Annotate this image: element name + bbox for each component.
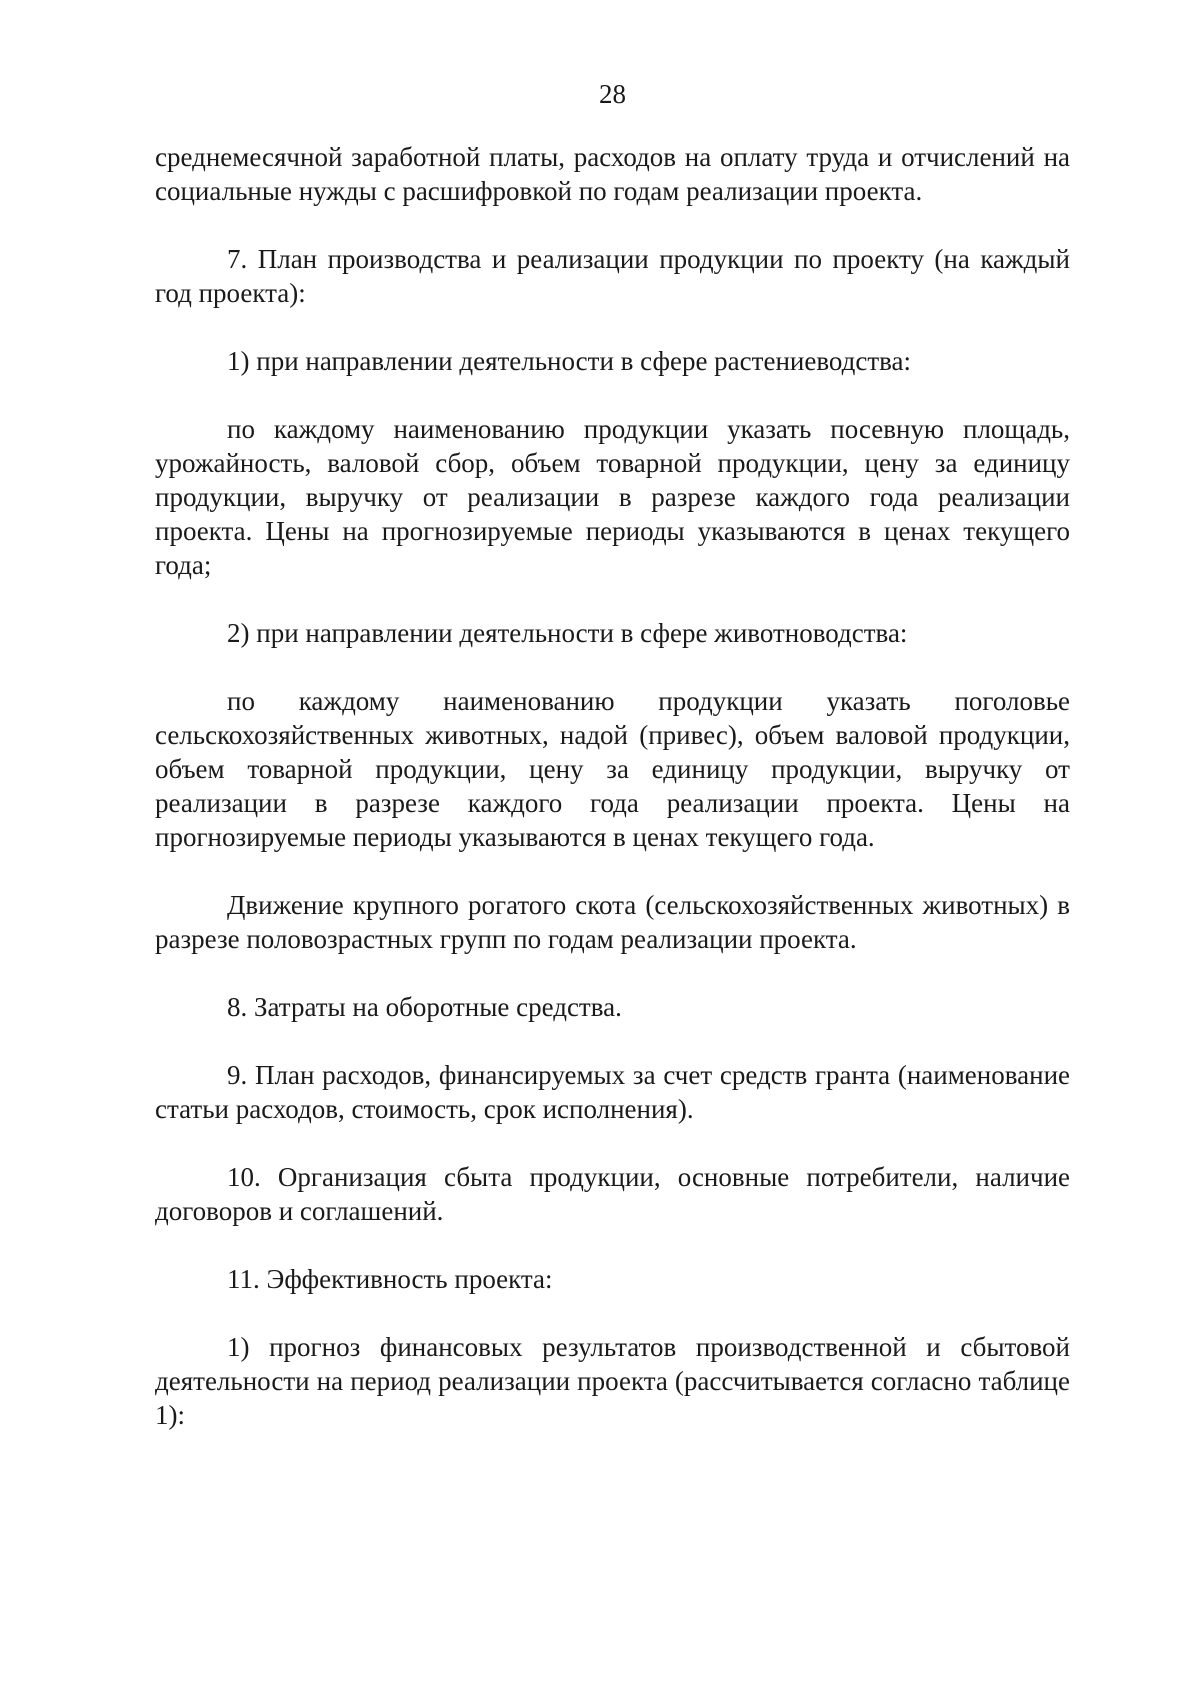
paragraph-project-efficiency: 11. Эффективность проекта: bbox=[227, 1264, 553, 1294]
paragraph-livestock-details: по каждому наименованию продукции указать поголовье сельскохозяйственных животных, надой (привес), объем валовой продукции, объем товарной продукции, цену за единицу продукции, выручку от реализации в разрезе каждого года реализации проекта. Цены на прогнозируемые периоды указываются в ценах текущего года. bbox=[155, 686, 1070, 852]
paragraph-working-capital: 8. Затраты на оборотные средства. bbox=[227, 992, 622, 1022]
paragraph-livestock-direction: 2) при направлении деятельности в сфере животноводства: bbox=[227, 618, 908, 648]
paragraph-cattle-movement: Движение крупного рогатого скота (сельскохозяйственных животных) в разрезе половозрастных групп по годам реализации проекта. bbox=[155, 890, 1070, 954]
document-body bbox=[155, 140, 1070, 1432]
paragraph-crop-direction: 1) при направлении деятельности в сфере растениеводства: bbox=[227, 346, 912, 376]
paragraph-crop-details: по каждому наименованию продукции указать посевную площадь, урожайность, валовой сбор, объем товарной продукции, цену за единицу продукции, выручку от реализации в разрезе каждого года реализации проекта. Цены на прогнозируемые периоды указываются в ценах текущего года; bbox=[155, 414, 1070, 580]
paragraph-grant-expenses: 9. План расходов, финансируемых за счет средств гранта (наименование статьи расходов, стоимость, срок исполнения). bbox=[155, 1060, 1070, 1124]
paragraph-financial-forecast: 1) прогноз финансовых результатов производственной и сбытовой деятельности на период реализации проекта (рассчитывается согласно таблице 1): bbox=[155, 1332, 1070, 1430]
page-number: 28 bbox=[599, 79, 626, 109]
paragraph-sales-organization: 10. Организация сбыта продукции, основные потребители, наличие договоров и соглашений. bbox=[155, 1162, 1070, 1226]
paragraph-salary-continuation: среднемесячной заработной платы, расходов на оплату труда и отчислений на социальные нужды с расшифровкой по годам реализации проекта. bbox=[155, 142, 1070, 206]
paragraph-production-plan: 7. План производства и реализации продукции по проекту (на каждый год проекта): bbox=[155, 244, 1070, 308]
